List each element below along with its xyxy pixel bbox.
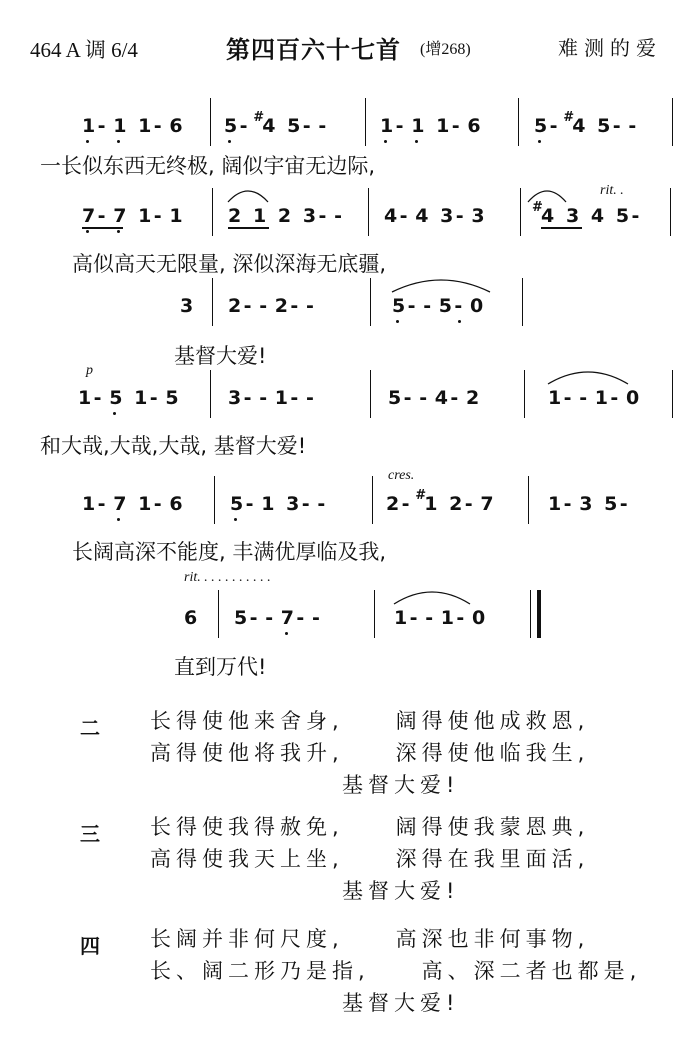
hymn-theme: 难测的爱 xyxy=(558,36,662,60)
dash: - xyxy=(239,115,248,137)
note: 1 xyxy=(424,493,438,515)
dash: - xyxy=(464,493,473,515)
dash: - xyxy=(403,387,412,409)
note: 0 xyxy=(470,295,484,317)
dash: - xyxy=(407,295,416,317)
note: 4 xyxy=(415,205,429,227)
dash: - xyxy=(456,607,465,629)
note: 1 xyxy=(394,607,408,629)
verse-refrain: 基督大爱! xyxy=(342,773,460,797)
note: 6 xyxy=(184,607,198,629)
dash: - xyxy=(450,387,459,409)
note: 5 xyxy=(287,115,301,137)
dash: - xyxy=(579,387,588,409)
note: 7 xyxy=(82,205,96,227)
note: 1 xyxy=(440,607,455,629)
dash: - xyxy=(631,205,640,227)
note: 2 xyxy=(466,387,480,409)
dash: - xyxy=(245,493,254,515)
note: 1 xyxy=(169,205,183,227)
dash: - xyxy=(93,387,102,409)
note: 1 xyxy=(138,205,152,227)
note: 2 xyxy=(228,205,242,227)
dash: - xyxy=(454,295,463,317)
verse-number: 四 xyxy=(80,934,100,958)
note: 3 xyxy=(579,493,593,515)
note: 5 xyxy=(165,387,179,409)
note: 4 xyxy=(572,115,586,137)
dash: - xyxy=(153,205,162,227)
sharp-sign: # xyxy=(415,488,427,503)
dash: - xyxy=(306,295,314,317)
verse-line: 长得使我得赦免, 阔得使我蒙恩典, xyxy=(150,815,590,839)
dash: - xyxy=(249,607,258,629)
note: 0 xyxy=(472,607,486,629)
dash: - xyxy=(395,115,404,137)
note: 2 xyxy=(277,205,292,227)
dash: - xyxy=(628,115,637,137)
note: 1 xyxy=(436,115,450,137)
note: 7 xyxy=(113,205,127,227)
dash: - xyxy=(296,607,305,629)
note: 3 xyxy=(228,387,242,409)
lyric-line-4: 和大哉,大哉,大哉, 基督大爱! xyxy=(40,434,307,458)
sharp-sign: # xyxy=(532,200,543,215)
note: 4 xyxy=(262,115,276,137)
dash: - xyxy=(455,205,464,227)
note: 5 xyxy=(224,115,238,137)
ritardando-mark-2: rit. . . . . . . . . . . xyxy=(184,570,271,585)
note: 2 xyxy=(274,295,289,317)
note: 5 xyxy=(438,295,453,317)
note: 1 xyxy=(134,387,148,409)
dash: - xyxy=(399,205,408,227)
note: 1 xyxy=(548,387,562,409)
note: 7 xyxy=(480,493,494,515)
dash: - xyxy=(451,115,460,137)
dash: - xyxy=(243,295,252,317)
dash: - xyxy=(312,607,320,629)
note: 4 xyxy=(384,205,398,227)
note: 5 xyxy=(234,607,248,629)
dash: - xyxy=(610,387,619,409)
dash: - xyxy=(549,115,558,137)
dash: - xyxy=(318,205,327,227)
dash: - xyxy=(317,493,326,515)
dash: - xyxy=(409,607,418,629)
note: 5 xyxy=(615,205,630,227)
note: 5 xyxy=(388,387,402,409)
tie-arc xyxy=(548,372,628,384)
dash: - xyxy=(243,387,252,409)
dash: - xyxy=(619,493,628,515)
dash: - xyxy=(97,493,106,515)
note: 2 xyxy=(449,493,463,515)
note: 1 xyxy=(594,387,609,409)
note: 4 xyxy=(434,387,449,409)
lyric-line-3: 基督大爱! xyxy=(174,344,267,368)
verse-number: 二 xyxy=(80,716,100,740)
note: 1 xyxy=(261,493,275,515)
hymn-title: 第四百六十七首 xyxy=(226,36,401,64)
note: 4 xyxy=(590,205,605,227)
note: 1 xyxy=(138,115,152,137)
dash: - xyxy=(563,493,572,515)
lyric-line-2: 高似高天无限量, 深似深海无底疆, xyxy=(72,252,387,276)
verse-refrain: 基督大爱! xyxy=(342,991,460,1015)
dash: - xyxy=(149,387,158,409)
note: 2 xyxy=(228,295,242,317)
dash: - xyxy=(401,493,410,515)
verse-number: 三 xyxy=(80,822,100,846)
hymn-supplement-number: (增268) xyxy=(420,41,471,58)
lyric-line-1: 一长似东西无终极, 阔似宇宙无边际, xyxy=(40,154,376,178)
note: 6 xyxy=(467,115,481,137)
lyric-line-5: 长阔高深不能度, 丰满优厚临及我, xyxy=(72,540,387,564)
dash: - xyxy=(423,295,432,317)
dash: - xyxy=(419,387,428,409)
dash: - xyxy=(97,205,106,227)
note: 7 xyxy=(113,493,127,515)
dash: - xyxy=(563,387,572,409)
note: 5 xyxy=(392,295,406,317)
dash: - xyxy=(265,607,274,629)
note: 3 xyxy=(286,493,300,515)
note: 6 xyxy=(169,493,183,515)
verse-line: 长、阔二形乃是指, 高、深二者也都是, xyxy=(150,959,642,983)
ritardando-mark: rit. . xyxy=(600,183,624,198)
note: 3 xyxy=(302,205,317,227)
tie-arc xyxy=(228,191,268,202)
dash: - xyxy=(302,115,311,137)
note: 3 xyxy=(440,205,454,227)
note: 0 xyxy=(626,387,640,409)
lyric-line-6: 直到万代! xyxy=(174,655,267,679)
verse-line: 长得使他来舍身, 阔得使他成救恩, xyxy=(150,709,590,733)
tie-arc xyxy=(392,280,490,292)
dash: - xyxy=(301,493,310,515)
note: 1 xyxy=(78,387,92,409)
hymn-number-key-meter: 464 A 调 6/4 xyxy=(30,38,138,62)
note: 7 xyxy=(280,607,295,629)
note: 1 xyxy=(411,115,425,137)
note: 2 xyxy=(386,493,400,515)
dash: - xyxy=(290,295,299,317)
sharp-sign: # xyxy=(563,110,575,125)
crescendo-mark: cres. xyxy=(388,468,415,483)
verse-line: 高得使我天上坐, 深得在我里面活, xyxy=(150,847,590,871)
note: 5 xyxy=(597,115,611,137)
dash: - xyxy=(318,115,327,137)
dash: - xyxy=(153,493,162,515)
note: 1 xyxy=(380,115,394,137)
dash: - xyxy=(97,115,106,137)
verse-refrain: 基督大爱! xyxy=(342,879,460,903)
note: 1 xyxy=(548,493,562,515)
dash: - xyxy=(259,387,268,409)
note: 3 xyxy=(471,205,485,227)
note: 3 xyxy=(565,205,580,227)
note: 5 xyxy=(534,115,548,137)
note: 3 xyxy=(180,295,194,317)
dash: - xyxy=(306,387,314,409)
note: 1 xyxy=(113,115,127,137)
note: 5 xyxy=(230,493,244,515)
note: 5 xyxy=(109,387,123,409)
note: 1 xyxy=(138,493,152,515)
dash: - xyxy=(153,115,162,137)
note: 1 xyxy=(252,205,267,227)
dash: - xyxy=(425,607,434,629)
note: 1 xyxy=(82,115,96,137)
sharp-sign: # xyxy=(253,110,265,125)
dash: - xyxy=(259,295,268,317)
tie-arc xyxy=(394,592,470,604)
dash: - xyxy=(290,387,299,409)
verse-line: 长阔并非何尺度, 高深也非何事物, xyxy=(150,927,590,951)
dash: - xyxy=(334,205,342,227)
note: 4 xyxy=(541,205,555,227)
note: 1 xyxy=(82,493,96,515)
piano-mark: p xyxy=(86,363,93,378)
tie-arc xyxy=(528,191,566,202)
note: 1 xyxy=(274,387,289,409)
note: 5 xyxy=(604,493,618,515)
verse-line: 高得使他将我升, 深得使他临我生, xyxy=(150,741,590,765)
note: 6 xyxy=(169,115,183,137)
dash: - xyxy=(612,115,621,137)
